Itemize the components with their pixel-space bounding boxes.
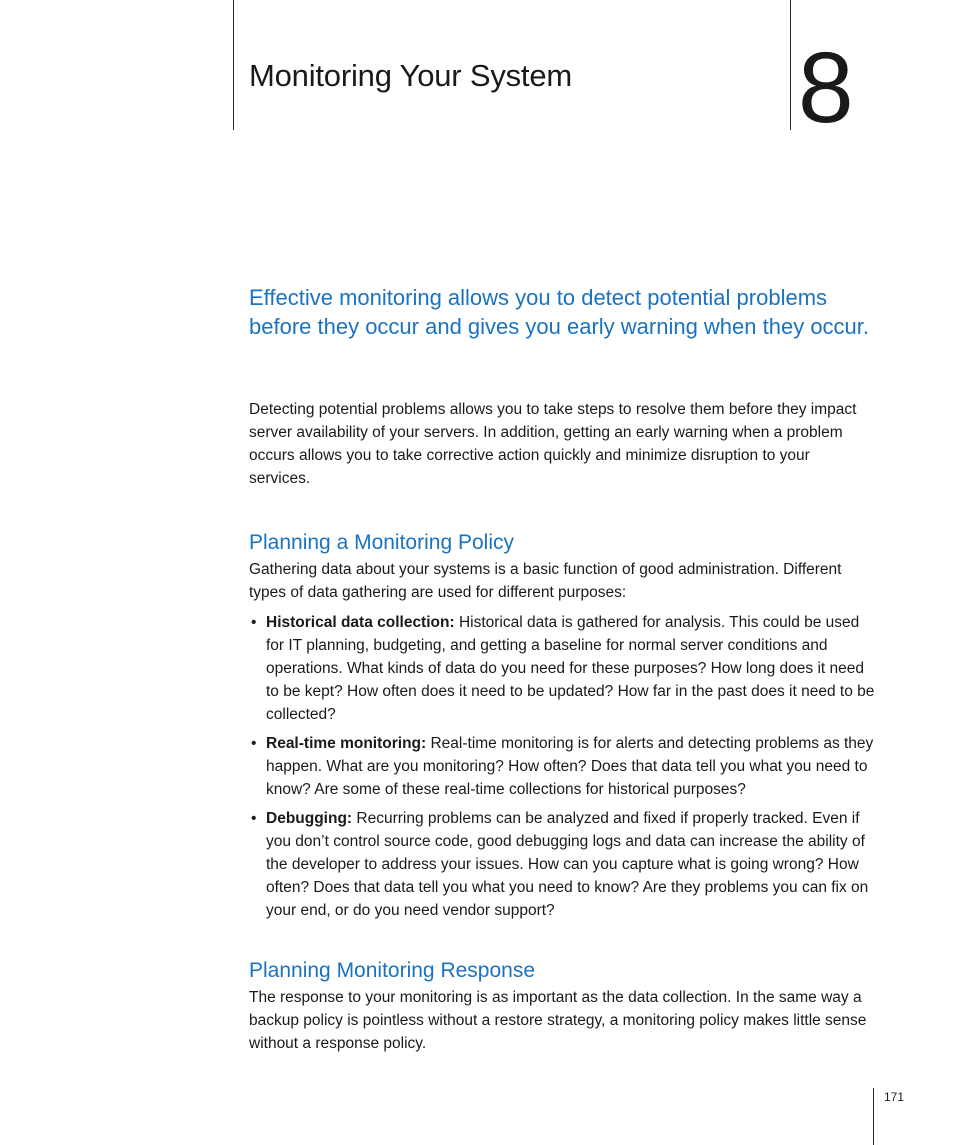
- list-item-term: Real-time monitoring:: [266, 735, 427, 752]
- chapter-title: Monitoring Your System: [249, 58, 572, 93]
- list-item-term: Historical data collection:: [266, 614, 455, 631]
- bullet-icon: •: [251, 810, 257, 827]
- list-item-text: Historical data is gathered for analysis. This could be used for IT planning, budgeting, and getting a baseline for normal server conditions and operations. What kinds of data do you need for these purposes? How long does it need to be kept? How often does it need to be updated? How far in the past does it need to be collected?: [266, 614, 875, 723]
- section-heading-monitoring-response: Planning Monitoring Response: [249, 959, 536, 982]
- section-heading-monitoring-policy: Planning a Monitoring Policy: [249, 531, 514, 554]
- intro-paragraph: Detecting potential problems allows you to take steps to resolve them before they impact server availability of your servers. In addition, getting an early warning when a problem occurs allows you to take corrective action quickly and minimize disruption to your services.: [249, 401, 857, 487]
- page-number: 171: [884, 1090, 905, 1104]
- chapter-intro: Effective monitoring allows you to detect potential problems before they occur and gives you early warning when they occur.: [249, 285, 870, 339]
- list-item-text: Recurring problems can be analyzed and fixed if properly tracked. Even if you don’t control source code, good debugging logs and data can increase the ability of the developer to address your issues. How can you capture what is going wrong? How often? Does that data tell you what you need to know? Are they problems you can fix on your end, or do you need vendor support?: [266, 810, 869, 919]
- folio-rule: [873, 1088, 874, 1145]
- list-item-text: Real-time monitoring is for alerts and detecting problems as they happen. What are you monitoring? How often? Does that data tell you what you need to know? Are some of these real-time collections for historical purposes?: [266, 735, 874, 798]
- section-body-monitoring-policy: Gathering data about your systems is a basic function of good administration. Different types of data gathering are used for different purposes:: [249, 561, 842, 601]
- section-body-monitoring-response: The response to your monitoring is as important as the data collection. In the same way a backup policy is pointless without a restore strategy, a monitoring policy makes little sense without a response policy.: [249, 989, 867, 1052]
- list-item-realtime: [249, 732, 879, 801]
- chapter-rule-left: [233, 0, 234, 130]
- list-item-debugging: [249, 807, 879, 922]
- bullet-icon: •: [251, 614, 257, 631]
- chapter-number: 8: [798, 32, 854, 144]
- list-item-term: Debugging:: [266, 810, 353, 827]
- section-monitoring-response: [249, 958, 879, 1055]
- bullet-icon: •: [251, 735, 257, 752]
- purpose-list: [249, 611, 879, 922]
- section-monitoring-policy: [249, 530, 879, 928]
- chapter-rule-right: [790, 0, 791, 130]
- list-item-historical: [249, 611, 879, 726]
